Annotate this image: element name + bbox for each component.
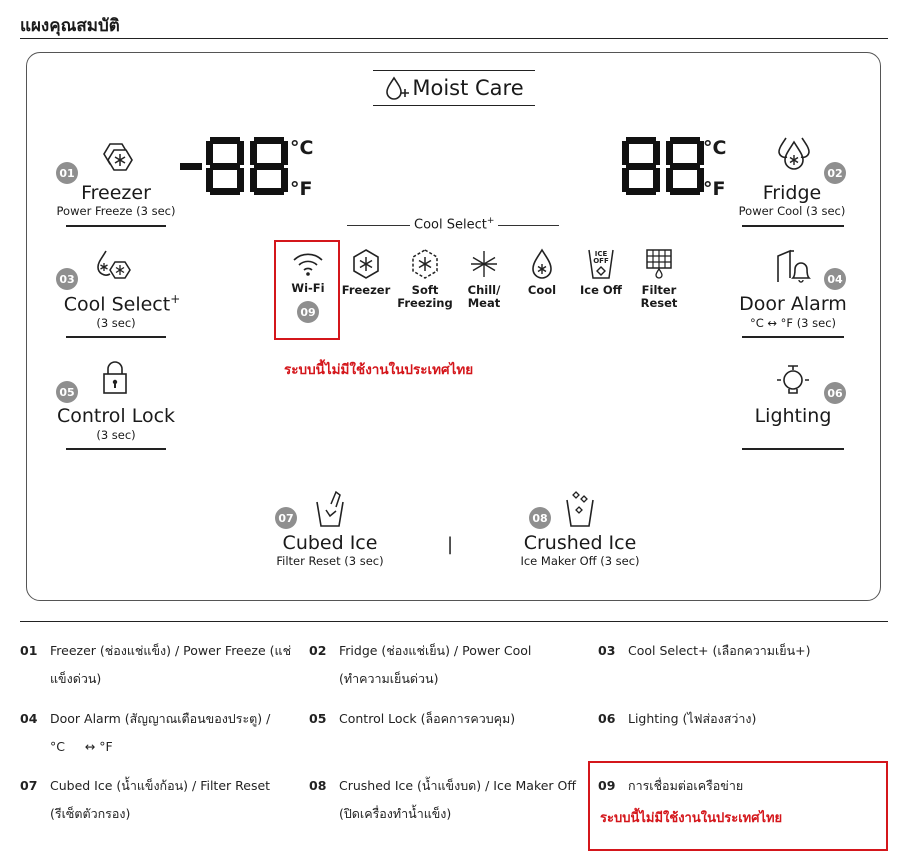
chill-meat-label-1: Chill/: [467, 283, 501, 297]
legend-item-06: [598, 705, 888, 733]
legend-num-07: 07: [20, 778, 38, 793]
freezer-button[interactable]: [56, 140, 176, 230]
freezer-unit-c: °C: [290, 137, 314, 159]
legend-text-02a: Fridge (ช่องแช่เย็น) / Power Cool: [339, 643, 532, 658]
legend-text-06: Lighting (ไฟส่องสว่าง): [628, 711, 757, 726]
legend-09-note: ระบบนี้ไม่มีใช้งานในประเทศไทย: [600, 811, 783, 826]
freezer-unit-f: °F: [290, 178, 313, 200]
door-alarm-underline: [742, 336, 844, 338]
crushed-ice-cup-icon: [562, 488, 598, 528]
legend-text-04a: Door Alarm (สัญญาณเตือนของประตู) /: [50, 711, 271, 726]
lock-icon: [100, 360, 130, 396]
control-lock-label: Control Lock: [56, 405, 176, 427]
mode-ice-off[interactable]: [573, 248, 629, 297]
wifi-unavailable-note: ระบบนี้ไม่มีใช้งานในประเทศไทย: [284, 362, 474, 378]
freezer-hexagon-icon: [96, 140, 134, 174]
light-bulb-icon: [774, 360, 812, 398]
soft-freezing-icon: [409, 248, 441, 280]
legend-item-01: [20, 637, 295, 693]
badge-07: 07: [275, 507, 297, 529]
moist-care-header: [373, 70, 535, 106]
legend-num-01: 01: [20, 643, 38, 658]
fridge-label: Fridge: [762, 182, 822, 204]
crushed-ice-label: Crushed Ice: [523, 532, 637, 554]
badge-02: 02: [824, 162, 846, 184]
cool-select-header: [410, 216, 498, 232]
cool-select-button[interactable]: [56, 248, 180, 340]
badge-04: 04: [824, 268, 846, 290]
legend-text-03: Cool Select+ (เลือกความเย็น+): [628, 643, 811, 658]
ice-off-icon-text-2: OFF: [593, 257, 609, 265]
badge-03: 03: [56, 268, 78, 290]
filter-reset-label-2: Reset: [640, 296, 678, 310]
door-alarm-label: Door Alarm: [739, 293, 847, 315]
door-alarm-sub-label: °C ↔ °F (3 sec): [749, 316, 837, 330]
chill-meat-label-2: Meat: [467, 296, 501, 310]
legend-text-04b: [50, 733, 295, 761]
freezer-digits: [180, 137, 288, 195]
soft-freezing-label-2: Freezing: [397, 296, 453, 310]
legend-text-01a: Freezer (ช่องแช่แข็ง) / Power Freeze (แช่: [50, 643, 292, 658]
legend-text-01b: แข็งด่วน): [50, 671, 102, 686]
cubed-ice-sub-label: Filter Reset (3 sec): [276, 554, 384, 568]
fridge-sub-label: Power Cool (3 sec): [738, 204, 846, 218]
title-rule: [20, 38, 888, 39]
legend-num-05: 05: [309, 711, 327, 726]
wifi-label: Wi-Fi: [291, 281, 325, 295]
legend-num-02: 02: [309, 643, 327, 658]
mode-chill-meat[interactable]: [456, 248, 512, 310]
legend-num-08: 08: [309, 778, 327, 793]
legend-text-07b: (รีเซ็ตตัวกรอง): [50, 806, 131, 821]
fridge-unit-f: °F: [703, 178, 726, 200]
legend-text-05: Control Lock (ล็อคการควบคุม): [339, 711, 516, 726]
cool-select-label-wrap: [62, 292, 182, 315]
ice-divider: |: [447, 534, 454, 555]
freezer-label: Freezer: [81, 182, 151, 204]
badge-01: 01: [56, 162, 78, 184]
cool-select-icon: [94, 248, 134, 284]
freezer-mode-icon: [350, 248, 382, 280]
soft-freezing-label-1: Soft: [411, 283, 439, 297]
fridge-digits: [622, 137, 704, 195]
page-title: แผงคุณสมบัติ: [20, 16, 120, 36]
legend-text-02b: (ทำความเย็นด่วน): [339, 671, 439, 686]
freezer-mode-label: Freezer: [341, 283, 391, 297]
lighting-underline: [742, 448, 844, 450]
chill-snowflake-icon: [468, 248, 500, 280]
cool-select-sub-label: (3 sec): [96, 316, 136, 330]
badge-09: 09: [297, 301, 319, 323]
cubed-ice-cup-icon: [312, 488, 348, 528]
legend-item-09: [598, 772, 883, 833]
cool-select-header-sup: +: [486, 216, 495, 226]
mode-freezer[interactable]: [338, 248, 394, 297]
freezer-temp-display: [178, 135, 288, 197]
legend-item-04: [20, 705, 295, 761]
mode-soft-freezing[interactable]: [397, 248, 453, 310]
door-alarm-button[interactable]: [734, 248, 854, 340]
badge-06: 06: [824, 382, 846, 404]
lighting-label: Lighting: [754, 405, 832, 427]
legend-item-03: [598, 637, 888, 665]
legend-text-04b-c: °C: [50, 739, 65, 754]
fridge-drops-icon: [774, 134, 814, 174]
legend-text-08a: Crushed Ice (น้ำแข็งบด) / Ice Maker Off: [339, 778, 576, 793]
lighting-button[interactable]: [734, 360, 854, 452]
fridge-unit-c: °C: [703, 137, 727, 159]
moist-drop-icon: [384, 75, 410, 101]
cool-select-label: Cool Select: [63, 293, 171, 316]
legend-item-05: [309, 705, 584, 733]
crushed-ice-sub-label: Ice Maker Off (3 sec): [520, 554, 640, 568]
badge-08: 08: [529, 507, 551, 529]
ice-off-icon: [585, 248, 617, 280]
fridge-button[interactable]: [734, 134, 850, 230]
legend-item-08: [309, 772, 584, 828]
mode-cool[interactable]: [514, 248, 570, 297]
legend-text-04b-f: ↔ °F: [84, 739, 113, 754]
cool-drop-icon: [526, 248, 558, 280]
mode-wifi[interactable]: [280, 248, 336, 323]
cool-mode-label: Cool: [527, 283, 557, 297]
mode-filter-reset[interactable]: [631, 248, 687, 310]
legend-item-02: [309, 637, 584, 693]
wifi-icon: [291, 248, 325, 278]
legend-item-07: [20, 772, 295, 828]
control-lock-button[interactable]: [56, 360, 180, 452]
legend-text-08b: (ปิดเครื่องทำน้ำแข็ง): [339, 806, 452, 821]
legend-num-03: 03: [598, 643, 616, 658]
badge-05: 05: [56, 381, 78, 403]
control-lock-sub-label: (3 sec): [96, 428, 136, 442]
cool-select-header-text: Cool Select: [414, 217, 487, 233]
moist-care-label: Moist Care: [412, 76, 524, 100]
crushed-ice-button[interactable]: [518, 488, 642, 572]
legend-num-09: 09: [598, 778, 616, 793]
cool-select-sup: +: [170, 292, 181, 306]
legend-rule: [20, 621, 888, 622]
control-lock-underline: [66, 448, 166, 450]
fridge-underline: [742, 225, 844, 227]
ice-off-icon-text-1: ICE: [594, 250, 608, 258]
ice-off-label: Ice Off: [580, 283, 622, 297]
cool-select-underline: [66, 336, 166, 338]
filter-grid-icon: [643, 248, 675, 280]
legend-text-07a: Cubed Ice (น้ำแข็งก้อน) / Filter Reset: [50, 778, 271, 793]
legend-num-04: 04: [20, 711, 38, 726]
door-bell-icon: [774, 248, 812, 284]
cubed-ice-button[interactable]: [272, 488, 388, 572]
freezer-underline: [66, 225, 166, 227]
freezer-sub-label: Power Freeze (3 sec): [56, 204, 176, 218]
filter-reset-label-1: Filter: [641, 283, 677, 297]
cubed-ice-label: Cubed Ice: [282, 532, 378, 554]
fridge-temp-display: [620, 135, 704, 197]
legend-num-06: 06: [598, 711, 616, 726]
legend-text-09: การเชื่อมต่อเครือข่าย: [628, 778, 744, 793]
